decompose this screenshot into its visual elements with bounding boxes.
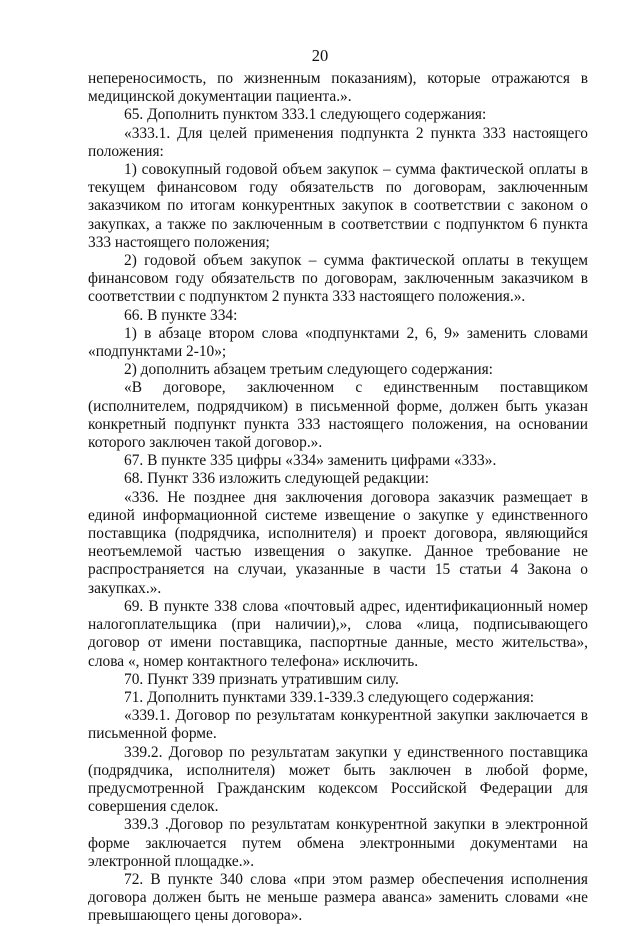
- paragraph: непереносимость, по жизненным показаниям), которые отражаются в медицинской документации пациента.».: [88, 70, 588, 106]
- paragraph: «339.1. Договор по результатам конкурентной закупки заключается в письменной форме.: [88, 707, 588, 743]
- paragraph: 72. В пункте 340 слова «при этом размер обеспечения исполнения договора должен быть не меньше размера аванса» заменить словами «не превышающего цены договора».: [88, 870, 588, 925]
- paragraph: 339.3 .Договор по результатам конкурентной закупки в электронной форме заключается путем обмена электронными документами на электронной площадке.».: [88, 816, 588, 870]
- paragraph: 67. В пункте 335 цифры «334» заменить цифрами «333».: [124, 452, 497, 470]
- paragraph: 70. Пункт 339 признать утратившим силу.: [124, 670, 399, 688]
- paragraph: «336. Не позднее дня заключения договора заказчик размещает в единой информационной системе извещение о закупке у единственного поставщика (подрядчика, исполнителя) и проект договора, являющийся неотъемлемой частью извещения о закупке. Данное требование не распространяется на случаи, указанные в части 15 статьи 4 Закона о закупках.».: [88, 488, 588, 597]
- page-number: 20: [311, 46, 329, 65]
- paragraph: 2) дополнить абзацем третьим следующего содержания:: [124, 361, 493, 379]
- document-body: [88, 70, 588, 926]
- paragraph: «В договоре, заключенном с единственным поставщиком (исполнителем, подрядчиком) в письменной форме, должен быть указан конкретный подпункт пункта 333 настоящего положения, на основании которого заключен такой договор.».: [88, 379, 588, 452]
- paragraph: 339.2. Договор по результатам закупки у единственного поставщика (подрядчика, исполнителя) может быть заключен в любой форме, предусмотренной Гражданским кодексом Российской Федерации для совершения сделок.: [88, 743, 588, 816]
- paragraph: 69. В пункте 338 слова «почтовый адрес, идентификационный номер налогоплательщика (при наличии),», слова «лица, подписывающего договор от имени поставщика, паспортные данные, место жительства», слова «, номер контактного телефона» исключить.: [88, 597, 588, 670]
- paragraph: 65. Дополнить пунктом 333.1 следующего содержания:: [124, 106, 487, 124]
- paragraph: 66. В пункте 334:: [124, 306, 238, 324]
- paragraph: 71. Дополнить пунктами 339.1-339.3 следующего содержания:: [124, 688, 535, 706]
- paragraph: 2) годовой объем закупок – сумма фактической оплаты в текущем финансовом году обязательств по договорам, заключенным заказчиком в соответствии с подпунктом 2 пункта 333 настоящего положения.».: [88, 252, 588, 306]
- paragraph: 1) в абзаце втором слова «подпунктами 2, 6, 9» заменить словами «подпунктами 2-10»;: [88, 324, 588, 361]
- paragraph: 68. Пункт 336 изложить следующей редакции:: [124, 470, 430, 488]
- paragraph: «333.1. Для целей применения подпункта 2 пункта 333 настоящего положения:: [88, 124, 588, 160]
- paragraph: 1) совокупный годовой объем закупок – сумма фактической оплаты в текущем финансовом году обязательств по договорам, заключенным заказчиком по итогам конкурентных закупок в соответствии с законом о закупках, а также по заключенным в соответствии с подпунктом 6 пункта 333 настоящего положения;: [88, 161, 588, 251]
